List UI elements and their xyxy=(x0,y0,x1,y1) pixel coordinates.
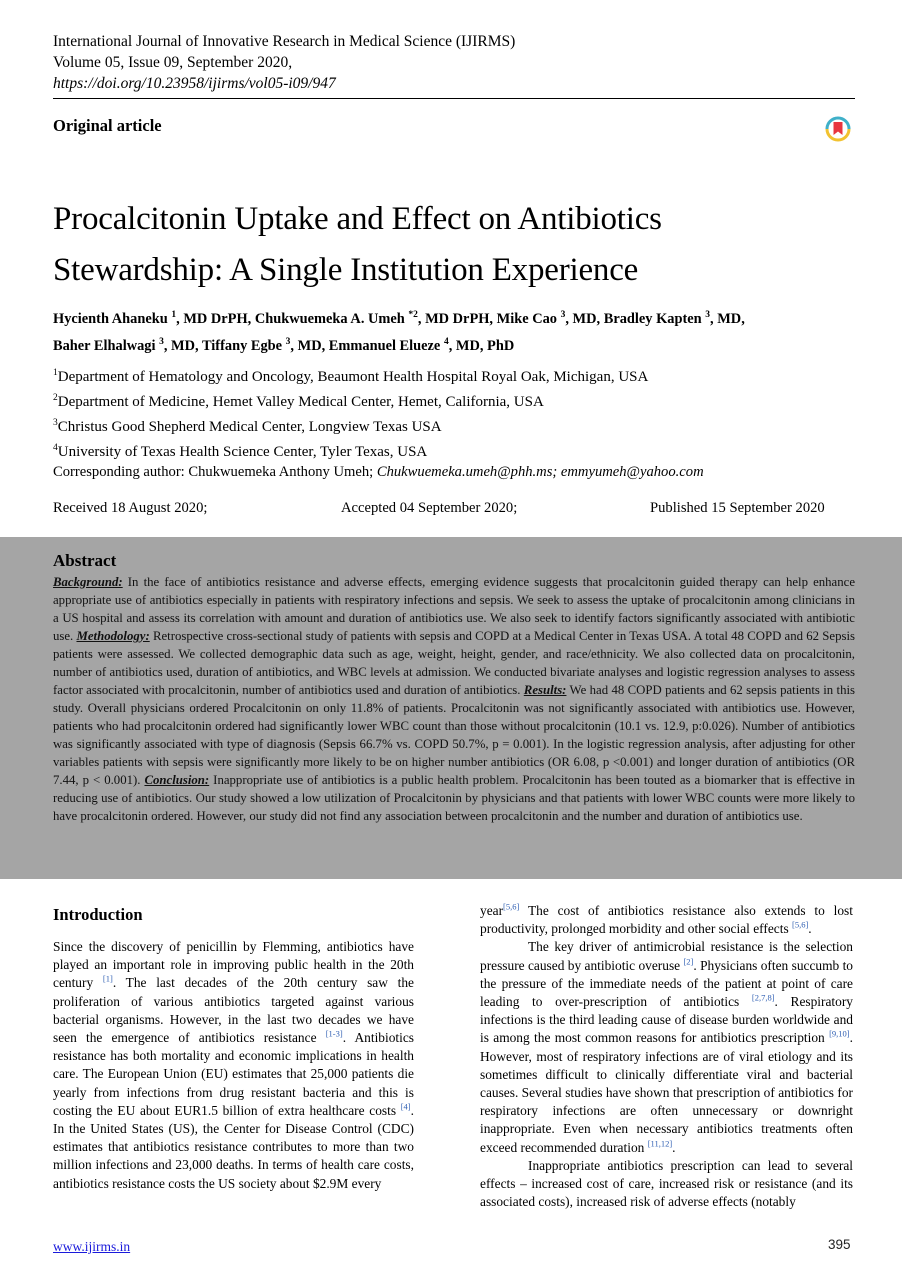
affiliation xyxy=(53,413,648,438)
introduction-left-column xyxy=(53,938,414,1193)
intro-text: . Antibiotics resistance has both mortality and economic implications in health care. The European Union (EU) estimates that 25,000 patients die yearly from infections from drug resistant bacteria and this is costing the EU about EUR1.5 billion of extra healthcare costs xyxy=(53,1030,415,1118)
citation-link[interactable]: [5,6] xyxy=(792,919,809,930)
author-line-1 xyxy=(53,304,853,331)
conclusion-label: Conclusion: xyxy=(144,773,210,787)
intro-text: . Physicians often succumb to the pressure of the immediate needs of the patient at point of care leading to over-prescription of antibiotics xyxy=(480,957,853,1010)
introduction-heading: Introduction xyxy=(53,905,143,924)
affiliation xyxy=(53,363,648,388)
intro-paragraph xyxy=(480,938,853,1156)
author-affil-sup: 3 xyxy=(285,336,291,347)
citation-link[interactable]: [5,6] xyxy=(503,901,520,912)
author-affil-sup: *2 xyxy=(408,310,418,320)
conclusion-text: Inappropriate use of antibiotics is a public health problem. Procalcitonin has been touted as a biomarker that is effective in reducing use of antibiotics. Our study showed a low utilization of Procalcitonin by physicians and that patients with lower WBC counts were more likely to have procalcitonin ordered. However, our study did not find any association between procalcitonin and the number and duration of antibiotics use. xyxy=(53,773,855,823)
intro-text: Since the discovery of penicillin by Flemming, antibiotics have played an important role in improving public health in the 20th century xyxy=(53,939,414,991)
affiliation-sup: 2 xyxy=(53,393,58,403)
citation-link[interactable]: [11,12] xyxy=(647,1138,673,1149)
author-affil-sup: 1 xyxy=(171,310,177,320)
header-divider xyxy=(53,98,855,99)
received-date: Received 18 August 2020; xyxy=(53,500,208,516)
author-name: Chukwuemeka A. Umeh xyxy=(254,310,405,327)
results-label: Results: xyxy=(523,683,567,697)
intro-text: The cost of antibiotics resistance also extends to lost productivity, prolonged morbidity and other social effects xyxy=(480,903,853,937)
crossmark-icon[interactable] xyxy=(825,116,851,142)
author-degree: , MD, xyxy=(710,310,745,327)
author-degree: , MD, xyxy=(290,337,329,354)
author-degree: , MD, PhD xyxy=(448,337,515,354)
intro-paragraph xyxy=(480,902,853,938)
title-line-2: Stewardship: A Single Institution Experience xyxy=(53,252,639,288)
author-list xyxy=(53,304,853,358)
affiliation-text: Department of Hematology and Oncology, Beaumont Health Hospital Royal Oak, Michigan, USA xyxy=(57,369,649,385)
author-degree: , MD, xyxy=(163,337,202,354)
page-number: 395 xyxy=(828,1237,851,1252)
affiliation-text: Christus Good Shepherd Medical Center, Longview Texas USA xyxy=(57,419,442,435)
author-affil-sup: 3 xyxy=(705,310,711,320)
corresponding-label: Corresponding author: Chukwuemeka Anthony Umeh; xyxy=(53,464,377,480)
abstract-heading: Abstract xyxy=(53,551,117,570)
article-title xyxy=(53,194,853,296)
author-degree: , MD DrPH, xyxy=(176,310,255,327)
affiliation-sup: 3 xyxy=(53,418,58,428)
intro-text: . xyxy=(672,1139,676,1155)
abstract-body xyxy=(53,573,855,825)
citation-link[interactable]: [1] xyxy=(102,973,113,984)
doi-link[interactable]: https://doi.org/10.23958/ijirms/vol05-i09/947 xyxy=(53,75,336,92)
methodology-text: Retrospective cross-sectional study of patients with sepsis and COPD at a Medical Center in Texas USA. A total 48 COPD and 62 Sepsis patients were assessed. We collected demographic data such as age, weight, height, gender, and race/ethnicity. We also collected data on procalcitonin, number of antibiotics used, duration of antibiotics, and WBC levels at admission. We conducted bivariate analyses and logistic regression analyses to assess factor associated with procalcitonin, number of antibiotics used and duration of antibiotics. xyxy=(53,629,855,697)
introduction-right-column xyxy=(480,902,853,1211)
citation-link[interactable]: [1-3] xyxy=(325,1028,343,1039)
journal-issue: Volume 05, Issue 09, September 2020, xyxy=(53,54,293,71)
intro-text: . The last decades of the 20th century saw the proliferation of various antibiotics targeted against various bacterial organisms. However, in the last two decades we have seen the emergence of antibiotics resistance xyxy=(53,975,414,1046)
author-name: Emmanuel Elueze xyxy=(328,337,441,354)
affiliation xyxy=(53,388,648,413)
affiliations xyxy=(53,363,648,463)
author-name: Bradley Kapten xyxy=(603,310,702,327)
intro-text: . xyxy=(808,921,812,937)
accepted-date: Accepted 04 September 2020; xyxy=(341,500,518,516)
author-name: Hycienth Ahaneku xyxy=(53,310,168,327)
author-degree: , MD, xyxy=(565,310,604,327)
affiliation xyxy=(53,438,648,463)
journal-name: International Journal of Innovative Research in Medical Science (IJIRMS) xyxy=(53,33,516,50)
intro-text: Inappropriate antibiotics prescription can lead to several effects – increased cost of care, increased risk or resistance (and its associated costs), increased risk of adverse effects (notably xyxy=(480,1157,853,1210)
journal-header xyxy=(53,31,515,94)
citation-link[interactable]: [9,10] xyxy=(829,1028,850,1039)
title-line-1: Procalcitonin Uptake and Effect on Antibiotics xyxy=(53,201,662,237)
corresponding-emails[interactable]: Chukwuemeka.umeh@phh.ms; emmyumeh@yahoo.com xyxy=(376,464,704,480)
journal-website-link[interactable]: www.ijirms.in xyxy=(53,1239,131,1254)
author-name: Mike Cao xyxy=(496,310,557,327)
author-name: Baher Elhalwagi xyxy=(53,337,156,354)
intro-text: The key driver of antimicrobial resistance is the selection pressure caused by antibiotic overuse xyxy=(480,939,853,973)
author-degree: , MD DrPH, xyxy=(417,310,497,327)
affiliation-text: University of Texas Health Science Center, Tyler Texas, USA xyxy=(57,444,428,460)
author-affil-sup: 3 xyxy=(159,336,164,347)
methodology-label: Methodology: xyxy=(76,629,150,643)
author-line-2 xyxy=(53,331,853,358)
corresponding-author xyxy=(53,464,704,481)
author-name: Tiffany Egbe xyxy=(201,337,283,354)
author-affil-sup: 3 xyxy=(560,310,566,320)
article-type: Original article xyxy=(53,116,162,135)
intro-paragraph xyxy=(53,938,414,1193)
affiliation-sup: 1 xyxy=(53,368,58,378)
citation-link[interactable]: [2,7,8] xyxy=(751,992,775,1003)
intro-text: . However, most of respiratory infections are of viral etiology and its sometimes difficult to clinically differentiate viral and bacterial causes. Several studies have shown that prescription of antibiotics for respiratory infections are often unnecessary or downright inappropriate. Even when necessary antibiotics treatments often exceed recommended duration xyxy=(480,1030,853,1155)
intro-text: . Respiratory infections is the third leading cause of disease burden worldwide and is among the most common reasons for antibiotics prescription xyxy=(480,994,854,1046)
published-date: Published 15 September 2020 xyxy=(650,500,825,516)
citation-link[interactable]: [2] xyxy=(683,956,694,967)
citation-link[interactable]: [4] xyxy=(400,1101,411,1112)
intro-paragraph xyxy=(480,1157,853,1212)
intro-text: year xyxy=(480,903,504,918)
background-label: Background: xyxy=(53,575,123,589)
affiliation-sup: 4 xyxy=(53,443,58,453)
affiliation-text: Department of Medicine, Hemet Valley Medical Center, Hemet, California, USA xyxy=(57,394,544,410)
intro-text: . In the United States (US), the Center for Disease Control (CDC) estimates that antibiotics resistance contributes to more than two million infections and 23,000 deaths. In terms of health care costs, antibiotics resistance costs the US society about $2.9M every xyxy=(53,1102,414,1191)
results-text: We had 48 COPD patients and 62 sepsis patients in this study. Overall physicians ordered Procalcitonin on only 11.8% of patients. Procalcitonin was not significantly associated with antibiotics use. However, patients who had procalcitonin ordered had significantly lower WBC count than those without procalcitonin (10.1 vs. 12.9, p:0.026). Number of antibiotics was significantly associated with type of diagnosis (Sepsis 66.7% vs. COPD 50.7%, p = 0.001). In the logistic regression analysis, after adjusting for other variables patients with sepsis were significantly more likely to be on higher number antibiotics (OR 6.08, p <0.001) and longer duration of antibiotics (OR 7.44, p < 0.001). xyxy=(53,683,855,787)
background-text: In the face of antibiotics resistance and adverse effects, emerging evidence suggests that procalcitonin guided therapy can help enhance appropriate use of antibiotics especially in patients with respiratory infections and sepsis. We seek to assess the uptake of procalcitonin among clinicians in a US hospital and assess its correlation with amount and duration of antibiotics use. We also seek to identify factors significantly associated with antibiotic use. xyxy=(53,575,855,643)
author-affil-sup: 4 xyxy=(443,336,449,347)
